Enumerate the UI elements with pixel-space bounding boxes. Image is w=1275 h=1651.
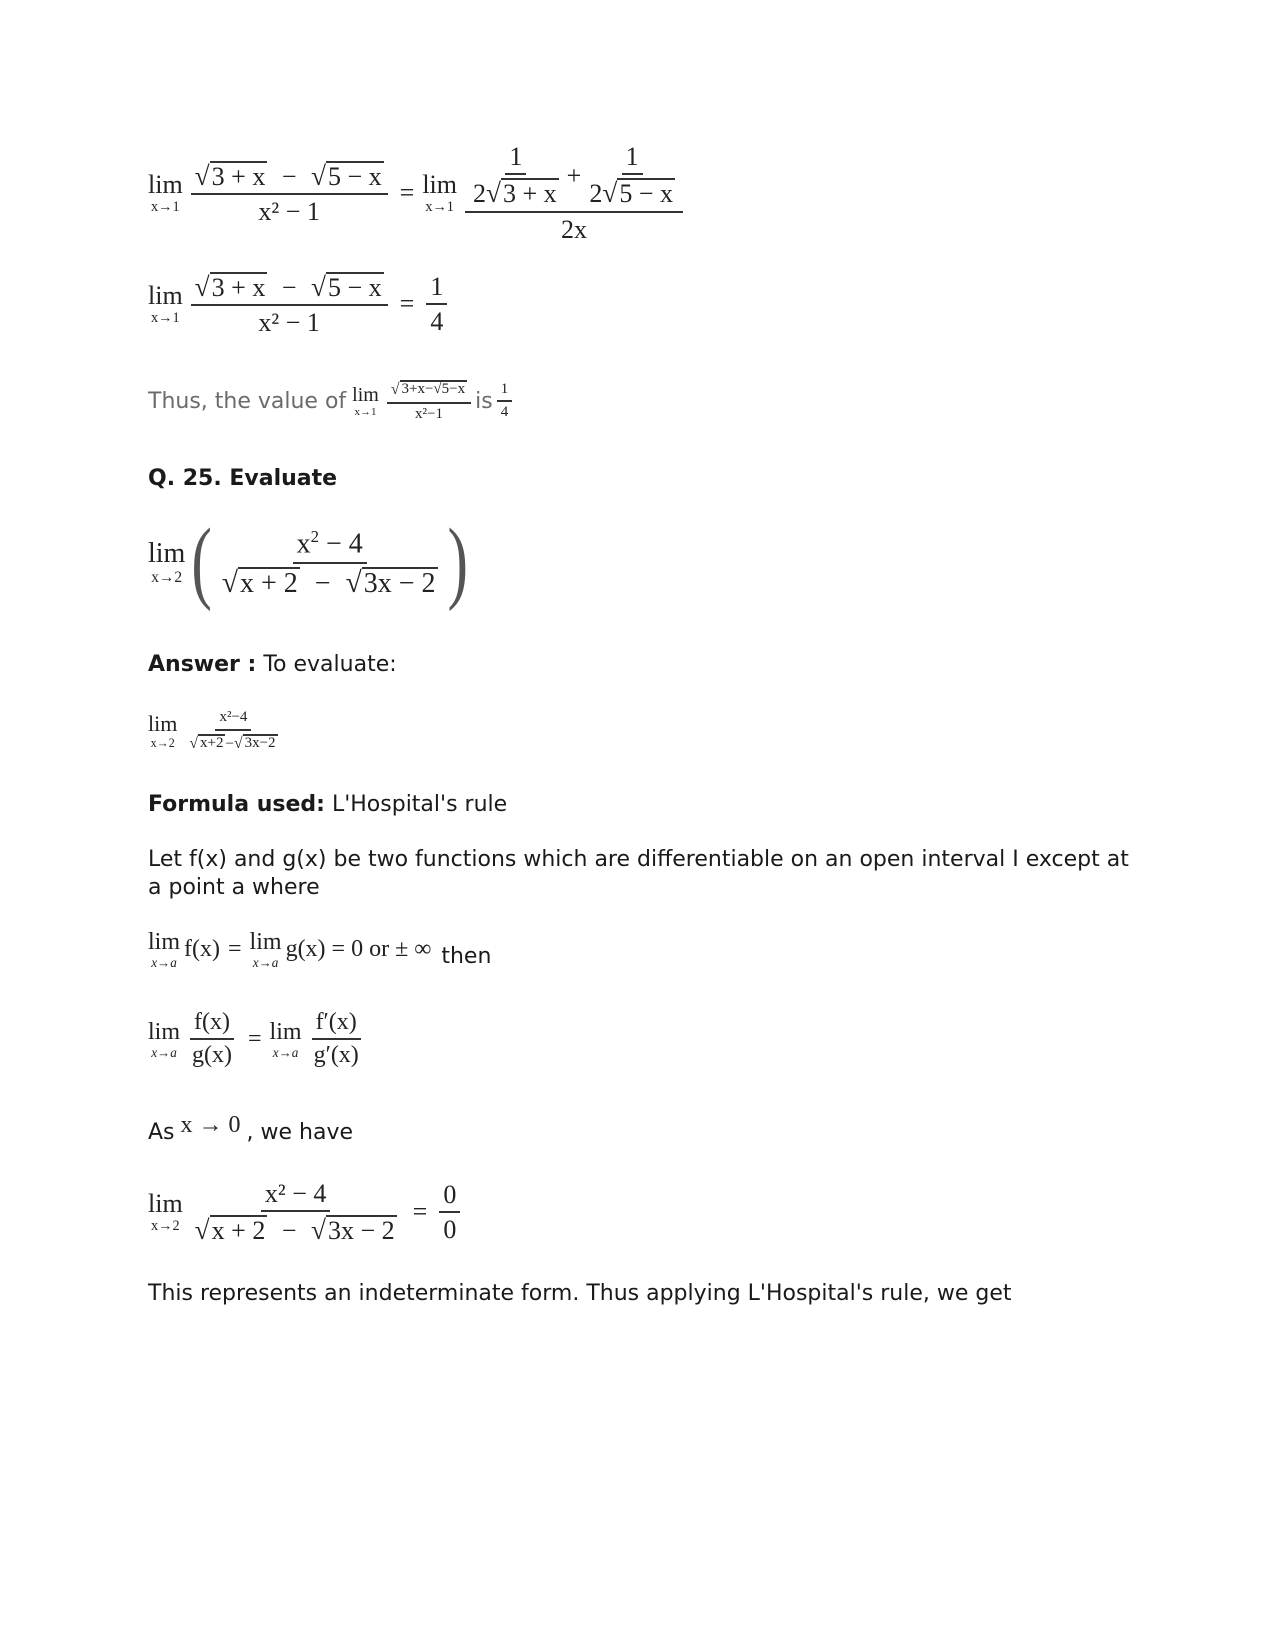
sqrt-icon: √ — [194, 160, 210, 191]
definition-line-1: Let f(x) and g(x) be two functions which are differentiable on an open interval I except at — [148, 847, 1129, 872]
equation-limit-result: lim x→1 √ 3 + x − √ 5 − x x² − 1 = $\frac{1}{4}$ — [148, 272, 451, 337]
question-expression: lim x→2 ( $x^2 - 4$ √ x + 2 − √ 3x − 2 ) — [148, 510, 469, 613]
limit-operator: lim x→1 — [422, 169, 457, 215]
conclusion-line: Thus, the value of lim x→1 √ 3+x−√5−x x²−1 is $\frac{1}{4}$ — [148, 380, 516, 423]
sqrt-icon: √ — [194, 272, 210, 302]
lhospital-rule: lim x→a $\frac{f(x)}{g(x)}$ = lim x→a $\frac{f'(x)}{g'(x)}$ — [148, 1009, 359, 1069]
fraction: √ 3 + x − √ 5 − x x² − 1 — [191, 161, 388, 226]
condition-line: lim x→a f(x) = lim x→a g(x) = 0 or ± ∞ then — [148, 929, 492, 970]
equation-lhospital-step: lim x→1 √ 3 + x − √ 5 − x x² − 1 = lim x→1 1 2 √ 3 + x + 1 2 √ 5 − x 2x — [148, 143, 687, 243]
sqrt-icon: √ — [311, 272, 326, 302]
answer-expression: lim x→2 x²−4 √ x+2 − √ 3x−2 — [148, 709, 276, 752]
question-title: Q. 25. Evaluate — [148, 466, 338, 491]
as-line: As x → 0 , we have — [148, 1112, 354, 1145]
answer-line: Answer : To evaluate: — [148, 652, 397, 677]
closing-line: This represents an indeterminate form. Thus applying L'Hospital's rule, we get — [148, 1281, 1012, 1306]
limit-operator: lim x→1 — [148, 169, 183, 215]
fraction: 1 2 √ 3 + x + 1 2 √ 5 − x 2x — [465, 143, 683, 243]
sqrt-icon: √ — [311, 160, 326, 191]
formula-line: Formula used: L'Hospital's rule — [148, 792, 508, 817]
definition-line-2: a point a where — [148, 875, 320, 900]
equation-indeterminate: lim x→2 x² − 4 √ x + 2 − √ 3x − 2 = $\frac{0}{0}$ — [148, 1180, 464, 1245]
